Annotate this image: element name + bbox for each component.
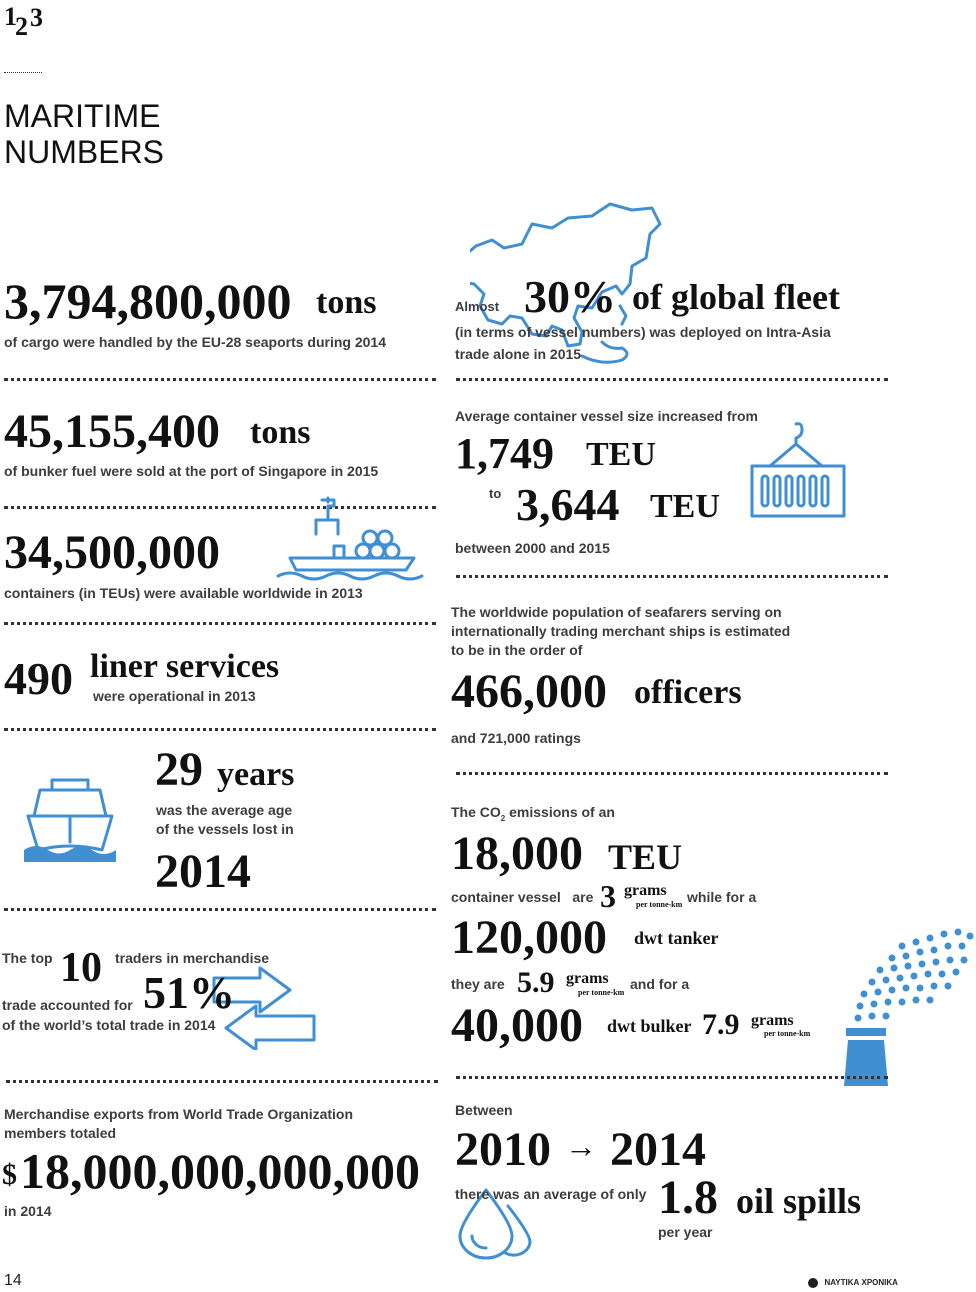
stat-caption: trade alone in 2015: [455, 346, 582, 362]
stat-unit: dwt bulker: [607, 1016, 692, 1036]
page-number: 14: [4, 1272, 22, 1289]
stat-caption: of the vessels lost in: [156, 821, 294, 837]
stat-text: internationally trading merchant ships is estimated: [451, 623, 791, 639]
container-hoist-icon: [748, 420, 848, 520]
stat-number: 40,000: [451, 999, 583, 1052]
stat-lead: Almost: [455, 299, 500, 314]
stat-unit: TEU: [608, 837, 683, 877]
page-title: [4, 98, 164, 170]
currency-symbol: $: [2, 1158, 17, 1191]
lead-pre: The CO: [451, 804, 501, 820]
divider: [4, 908, 436, 911]
stat-text: while for a: [687, 889, 757, 905]
arrow-glyph: →: [565, 1128, 597, 1164]
stat-unit: tons: [316, 284, 377, 321]
stat-number: 18,000: [451, 827, 583, 880]
stat-number: 3,644: [516, 479, 620, 530]
divider: [456, 1076, 888, 1079]
stat-lead: [451, 804, 615, 823]
stat-number: 3,794,800,000: [4, 273, 292, 329]
stat-number: 1.8: [658, 1171, 718, 1224]
divider: [6, 1080, 438, 1083]
divider: [4, 378, 436, 381]
stat-to: to: [489, 486, 502, 501]
stat-text: to be in the order of: [451, 642, 583, 658]
per-tonne-km: per tonne-km: [764, 1029, 811, 1038]
stat-caption: were operational in 2013: [93, 688, 256, 704]
smokestack-icon: [836, 922, 976, 1088]
brand-logo-icon: [808, 1278, 818, 1288]
lead-sub: 2: [500, 813, 506, 823]
stat-text: members totaled: [4, 1125, 117, 1141]
stat-caption: containers (in TEUs) were available worldwide in 2013: [4, 585, 363, 601]
divider: [456, 378, 888, 381]
grams-label: grams: [566, 970, 609, 987]
page-title-line-2: NUMBERS: [4, 134, 165, 170]
stat-caption: of the world’s total trade in 2014: [2, 1017, 216, 1033]
logo-digit-3: 3: [30, 3, 43, 32]
stat-caption: (in terms of vessel numbers) was deployed on Intra-Asia: [455, 324, 831, 340]
logo-123: [4, 0, 64, 46]
grams-label: grams: [751, 1012, 794, 1029]
stat-text: Merchandise exports from World Trade Organization: [4, 1106, 354, 1122]
stat-unit: tons: [250, 414, 311, 451]
lead-post: emissions of an: [509, 804, 615, 820]
stat-text: container vessel are: [451, 889, 594, 905]
stat-caption: was the average age: [156, 802, 293, 818]
grams-value: 5.9: [517, 966, 555, 999]
logo-digit-2: 2: [15, 12, 28, 41]
logo-digit-1: 1: [4, 2, 17, 31]
stat-number: 466,000: [451, 665, 607, 718]
stat-caption: and 721,000 ratings: [451, 730, 581, 746]
stat-number: 1,749: [455, 429, 554, 478]
stat-prefix: The top: [2, 950, 53, 966]
stat-number: 10: [60, 945, 102, 991]
per-tonne-km: per tonne-km: [578, 988, 625, 997]
page-title-line-1: MARITIME: [4, 98, 161, 134]
stat-lead: Average container vessel size increased from: [455, 408, 758, 424]
stat-number: 45,155,400: [4, 405, 220, 458]
stat-number: 18,000,000,000,000: [20, 1143, 420, 1199]
grams-value: 3: [600, 878, 616, 914]
brand-name: ΝΑΥΤΙΚΑ ΧΡΟΝΙΚΑ: [824, 1278, 898, 1288]
stat-number: 120,000: [451, 911, 607, 964]
stat-number: 29: [155, 743, 203, 796]
year-from: 2010: [455, 1123, 551, 1176]
grams-label: grams: [624, 882, 667, 899]
divider: [4, 622, 436, 625]
year-to: 2014: [610, 1123, 706, 1176]
stat-caption: of cargo were handled by the EU-28 seaports during 2014: [4, 334, 386, 350]
stat-unit: dwt tanker: [634, 928, 719, 948]
stat-unit: TEU: [650, 488, 720, 525]
divider: [456, 772, 888, 775]
per-tonne-km: per tonne-km: [636, 900, 683, 909]
stat-caption: in 2014: [4, 1203, 52, 1219]
stat-text: there was an average of only: [455, 1186, 647, 1202]
stat-number: 34,500,000: [4, 526, 220, 579]
stat-lead: Between: [455, 1102, 513, 1118]
header-divider: [4, 72, 42, 73]
stat-headline: of global fleet: [632, 277, 840, 317]
stat-percent: 30%: [524, 271, 616, 322]
stat-unit: oil spills: [736, 1181, 862, 1221]
stat-unit: liner services: [90, 648, 280, 685]
stat-text: they are: [451, 976, 505, 992]
stat-unit: officers: [634, 674, 742, 711]
stat-text: and for a: [630, 976, 690, 992]
divider: [4, 728, 436, 731]
ship-bow-icon: [22, 776, 118, 866]
stat-text: The worldwide population of seafarers serving on: [451, 604, 782, 620]
stat-unit: TEU: [586, 436, 656, 473]
footer-brand: [808, 1274, 898, 1288]
stat-percent: 51%: [143, 967, 235, 1018]
stat-number: 490: [4, 653, 73, 704]
stat-caption: of bunker fuel were sold at the port of Singapore in 2015: [4, 463, 379, 479]
stat-text: trade accounted for: [2, 997, 133, 1013]
stat-caption: between 2000 and 2015: [455, 540, 610, 556]
grams-value: 7.9: [702, 1008, 740, 1041]
divider: [456, 575, 888, 578]
stat-text: traders in merchandise: [115, 950, 270, 966]
stat-year: 2014: [155, 845, 251, 898]
stat-caption: per year: [658, 1224, 713, 1240]
cargo-ship-icon: [276, 490, 432, 582]
stat-unit: years: [217, 756, 295, 793]
